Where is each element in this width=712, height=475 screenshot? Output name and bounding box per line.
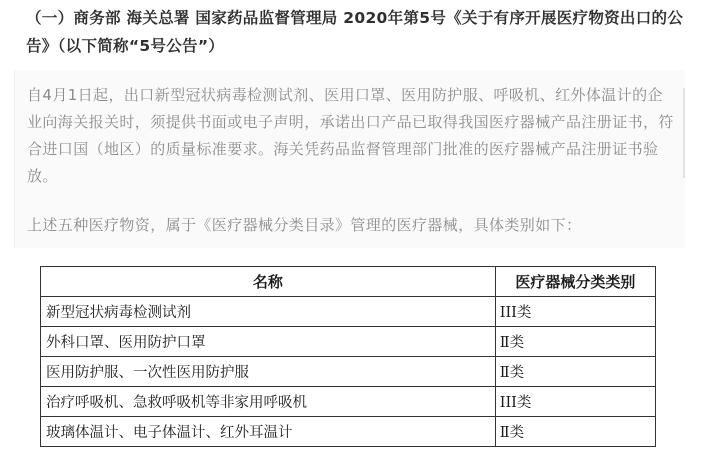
item-name: 治疗呼吸机、急救呼吸机等非家用呼吸机 <box>41 387 496 417</box>
quoted-notice-block <box>14 70 685 248</box>
notice-paragraph-1: 自4月1日起，出口新型冠状病毒检测试剂、医用口罩、医用防护服、呼吸机、红外体温计的企业向海关报关时，须提供书面或电子声明，承诺出口产品已取得我国医疗器械产品注册证书，符合进口国（地区）的质量标准要求。海关凭药品监督管理部门批准的医疗器械产品注册证书验放。 <box>27 86 674 185</box>
item-category: Ⅱ类 <box>495 327 655 357</box>
table-row <box>41 417 656 447</box>
medical-device-category-table <box>40 266 656 447</box>
table-row <box>41 327 656 357</box>
notice-paragraph-2: 上述五种医疗物资，属于《医疗器械分类目录》管理的医疗器械，具体类别如下： <box>27 216 582 234</box>
item-name: 新型冠状病毒检测试剂 <box>41 297 496 327</box>
header-category: 医疗器械分类类别 <box>495 267 655 297</box>
item-name: 玻璃体温计、电子体温计、红外耳温计 <box>41 417 496 447</box>
item-category: Ⅱ类 <box>495 417 655 447</box>
item-category: III类 <box>495 387 655 417</box>
section-heading: （一）商务部 海关总署 国家药品监督管理局 2020年第5号《关于有序开展医疗物资出口的公告》（以下简称“5号公告”） <box>26 9 684 55</box>
table-header-row <box>41 267 656 297</box>
item-category: Ⅱ类 <box>495 357 655 387</box>
header-name: 名称 <box>41 267 496 297</box>
item-category: III类 <box>495 297 655 327</box>
quote-scroll-indicator <box>683 88 685 178</box>
table-row <box>41 357 656 387</box>
table-row <box>41 297 656 327</box>
table-row <box>41 387 656 417</box>
item-name: 外科口罩、医用防护口罩 <box>41 327 496 357</box>
item-name: 医用防护服、一次性医用防护服 <box>41 357 496 387</box>
